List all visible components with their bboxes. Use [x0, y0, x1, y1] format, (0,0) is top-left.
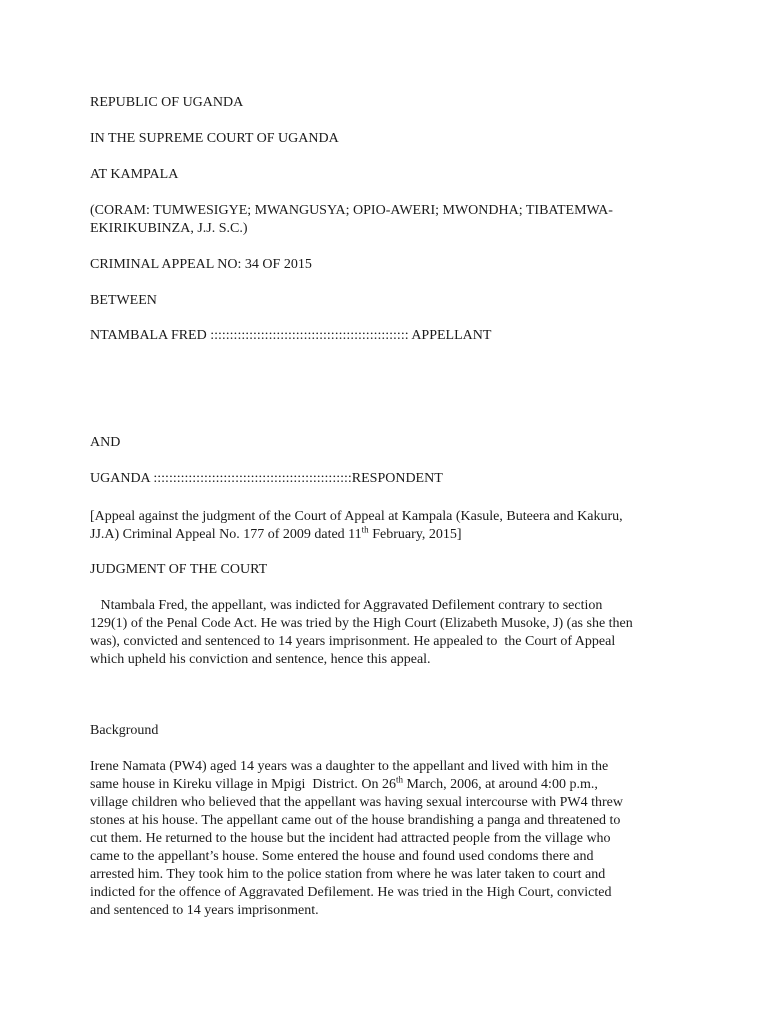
coram-line-1: (CORAM: TUMWESIGYE; MWANGUSYA; OPIO-AWERI; MWONDHA; TIBATEMWA-	[90, 203, 613, 218]
background-heading: Background	[90, 723, 159, 738]
background-line-8: indicted for the offence of Aggravated Defilement. He was tried in the High Court, convicted	[90, 885, 612, 900]
appeal-note-line-1: [Appeal against the judgment of the Court of Appeal at Kampala (Kasule, Buteera and Kakuru,	[90, 509, 623, 524]
location-heading: AT KAMPALA	[90, 167, 179, 182]
appeal-note-superscript: th	[361, 524, 369, 535]
court-heading: IN THE SUPREME COURT OF UGANDA	[90, 131, 339, 146]
background-line-3: village children who believed that the appellant was having sexual intercourse with PW4 threw	[90, 795, 624, 810]
judgment-heading: JUDGMENT OF THE COURT	[90, 562, 268, 577]
background-line-7: arrested him. They took him to the police station from where he was later taken to court and	[90, 867, 606, 882]
coram-line-2: EKIRIKUBINZA, J.J. S.C.)	[90, 221, 248, 236]
background-superscript: th	[396, 774, 404, 785]
republic-heading: REPUBLIC OF UGANDA	[90, 95, 244, 110]
background-line-1: Irene Namata (PW4) aged 14 years was a daughter to the appellant and lived with him in the	[90, 759, 609, 774]
background-line-2	[90, 776, 598, 794]
appeal-note-text-a: JJ.A) Criminal Appeal No. 177 of 2009 dated 11	[90, 527, 362, 542]
judgment-para-line-3: was), convicted and sentenced to 14 years imprisonment. He appealed to the Court of Appeal	[90, 634, 616, 649]
judgment-para-line-1: Ntambala Fred, the appellant, was indicted for Aggravated Defilement contrary to section	[90, 598, 603, 613]
between-label: BETWEEN	[90, 293, 157, 308]
judgment-para-line-4: which upheld his conviction and sentence, hence this appeal.	[90, 652, 431, 667]
judgment-para-line-2: 129(1) of the Penal Code Act. He was tried by the High Court (Elizabeth Musoke, J) (as she then	[90, 616, 633, 631]
respondent-line: UGANDA :::::::::::::::::::::::::::::::::::::::::::::::::::RESPONDENT	[90, 471, 443, 486]
and-label: AND	[90, 435, 121, 450]
background-line-5: cut them. He returned to the house but the incident had attracted people from the village who	[90, 831, 611, 846]
appeal-note-text-b: February, 2015]	[368, 527, 462, 542]
background-text-b: March, 2006, at around 4:00 p.m.,	[403, 777, 598, 792]
background-text-a: same house in Kireku village in Mpigi District. On 26	[90, 777, 397, 792]
appellant-line: NTAMBALA FRED ::::::::::::::::::::::::::::::::::::::::::::::::::: APPELLANT	[90, 328, 492, 343]
appeal-number: CRIMINAL APPEAL NO: 34 OF 2015	[90, 257, 312, 272]
appeal-note-line-2	[90, 526, 461, 544]
background-line-4: stones at his house. The appellant came out of the house brandishing a panga and threatened to	[90, 813, 621, 828]
background-line-6: came to the appellant’s house. Some entered the house and found used condoms there and	[90, 849, 594, 864]
background-line-9: and sentenced to 14 years imprisonment.	[90, 903, 319, 918]
